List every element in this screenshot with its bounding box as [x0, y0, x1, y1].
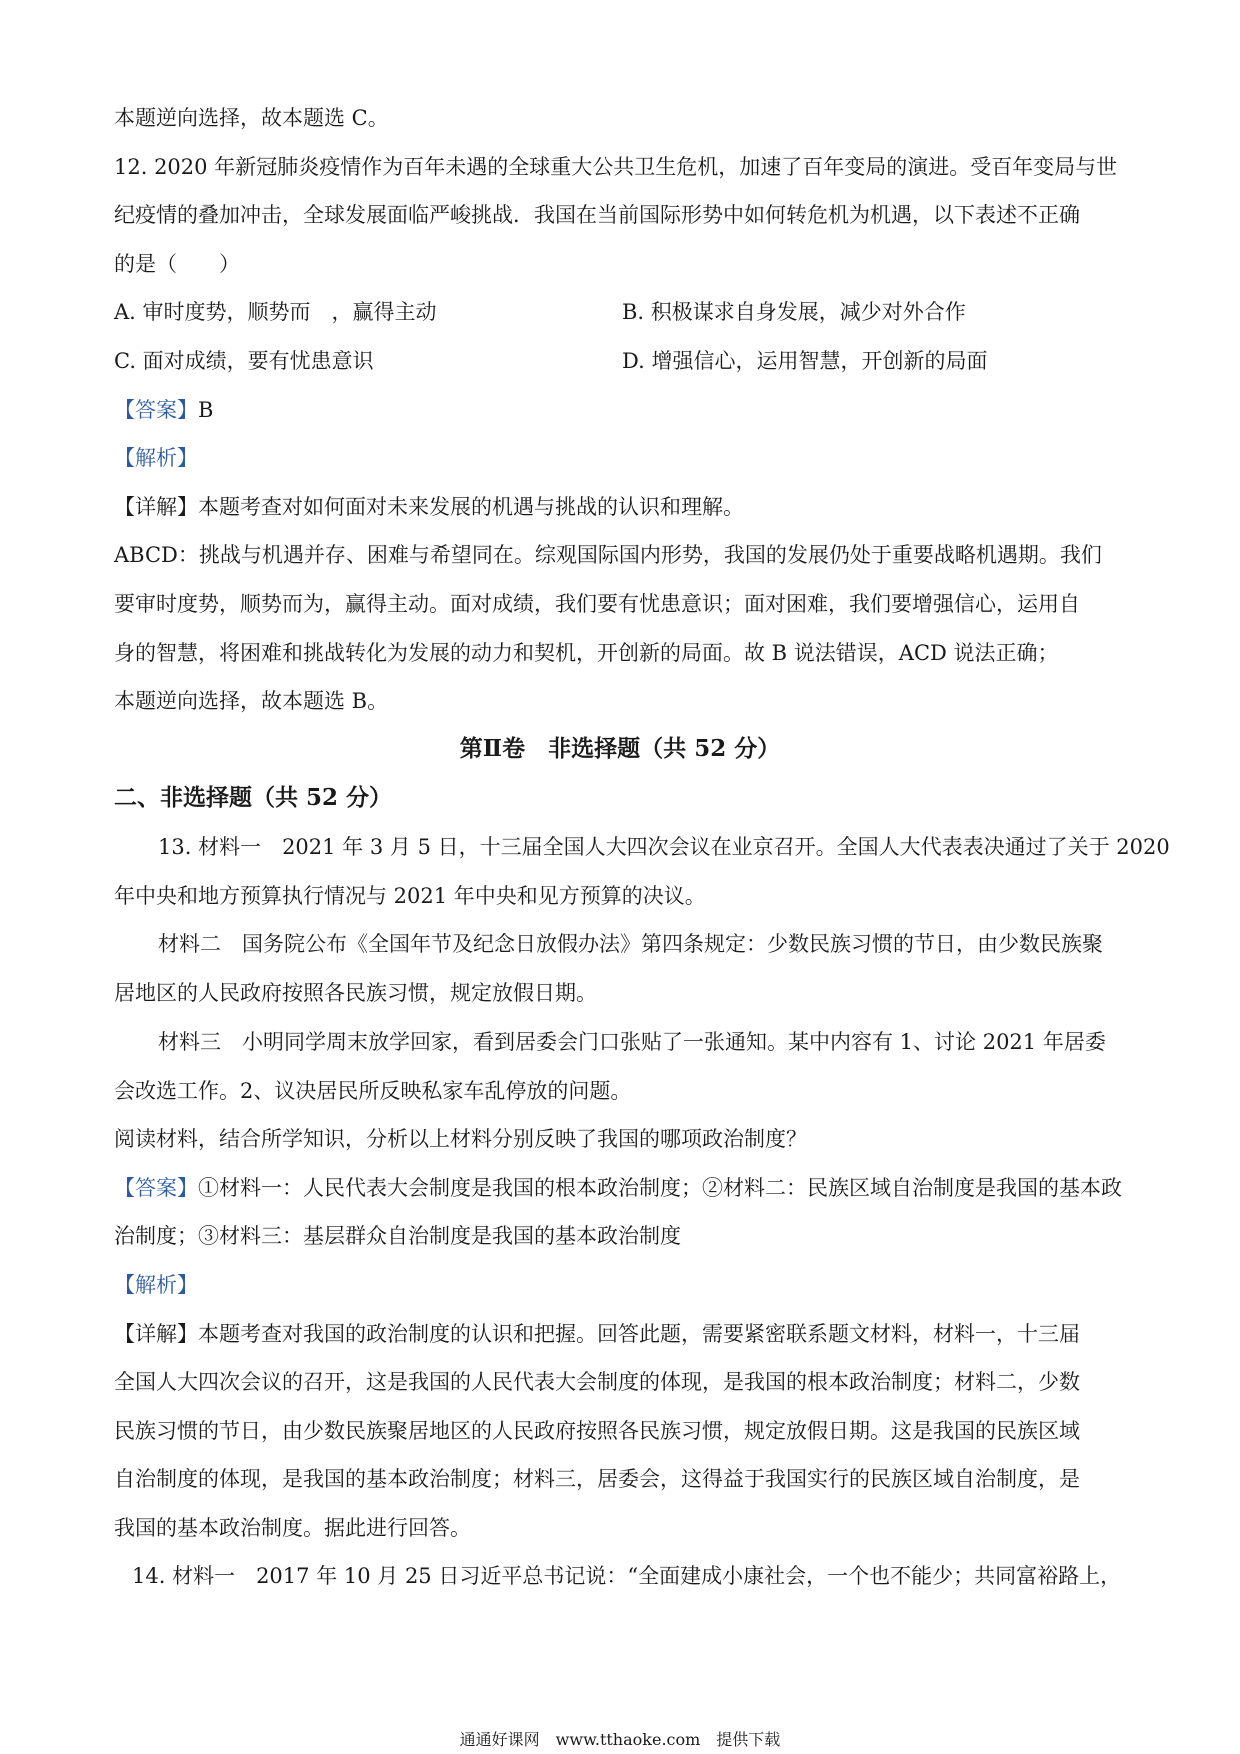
q13-analysis-tag: 【解析】	[114, 1273, 198, 1297]
q12-option-d: D. 增强信心，运用智慧，开创新的局面	[622, 349, 988, 373]
q13-material-line-5: 材料三 小明同学周末放学回家，看到居委会门口张贴了一张通知。某中内容有 1、讨论 2021 年居委	[158, 1030, 1106, 1054]
page-footer: 通通好课网 www.tthaoke.com 提供下载	[459, 1730, 781, 1749]
q13-answer-line-1	[114, 1174, 1134, 1202]
q12-answer	[114, 396, 1134, 424]
prev-conclusion: 本题逆向选择，故本题选 C。	[114, 106, 389, 130]
q12-stem-line-3: 的是（ ）	[114, 252, 240, 276]
q13-detail-line-2: 全国人大四次会议的召开，这是我国的人民代表大会制度的体现，是我国的根本政治制度；材料二，少数	[114, 1370, 1080, 1394]
q12-detail-line-5: 本题逆向选择，故本题选 B。	[114, 689, 389, 713]
section2-title: 二、非选择题（共 52 分）	[114, 784, 393, 811]
q12-option-a: A. 审时度势，顺势而 ，赢得主动	[114, 300, 437, 324]
q13-question: 阅读材料，结合所学知识，分析以上材料分别反映了我国的哪项政治制度？	[114, 1127, 807, 1151]
q12-option-c: C. 面对成绩，要有忧患意识	[114, 349, 374, 373]
q13-material-line-3: 材料二 国务院公布《全国年节及纪念日放假办法》第四条规定：少数民族习惯的节日，由少数民族聚	[158, 932, 1103, 956]
q12-option-b: B. 积极谋求自身发展，减少对外合作	[622, 300, 966, 324]
q13-answer-line-2: 治制度；③材料三：基层群众自治制度是我国的基本政治制度	[114, 1224, 681, 1248]
q12-detail-line-3: 要审时度势，顺势而为，赢得主动。面对成绩，我们要有忧患意识；面对困难，我们要增强信心，运用自	[114, 592, 1080, 616]
q12-detail-line-2: ABCD：挑战与机遇并存、困难与希望同在。综观国际国内形势，我国的发展仍处于重要战略机遇期。我们	[114, 543, 1102, 567]
q14-stem: 14. 材料一 2017 年 10 月 25 日习近平总书记说：“全面建成小康社会，一个也不能少；共同富裕路上，	[132, 1564, 1122, 1588]
answer-tag: 【答案】	[114, 1176, 198, 1200]
answer-text: ①材料一：人民代表大会制度是我国的根本政治制度；②材料二：民族区域自治制度是我国的基本政	[198, 1176, 1122, 1200]
detail-tag: 【详解】	[114, 1322, 198, 1346]
q13-material-line-6: 会改选工作。2、议决居民所反映私家车乱停放的问题。	[114, 1079, 632, 1103]
q12-analysis-tag: 【解析】	[114, 446, 198, 470]
q12-detail-line-1	[114, 493, 1134, 521]
q13-detail-line-3: 民族习惯的节日，由少数民族聚居地区的人民政府按照各民族习惯，规定放假日期。这是我国的民族区域	[114, 1419, 1080, 1443]
q13-material-line-1: 13. 材料一 2021 年 3 月 5 日，十三届全国人大四次会议在业京召开。全国人大代表表决通过了关于 2020	[158, 835, 1170, 859]
q13-detail-line-1	[114, 1320, 1134, 1348]
q12-stem-line-2: 纪疫情的叠加冲击，全球发展面临严峻挑战．我国在当前国际形势中如何转危机为机遇，以下表述不正确	[114, 203, 1080, 227]
answer-value: B	[198, 398, 214, 422]
detail-text: 本题考查对如何面对未来发展的机遇与挑战的认识和理解。	[198, 495, 744, 519]
q13-detail-line-5: 我国的基本政治制度。据此进行回答。	[114, 1516, 471, 1540]
part2-title: 第Ⅱ卷 非选择题（共 52 分）	[459, 735, 781, 762]
answer-tag: 【答案】	[114, 398, 198, 422]
q13-detail-line-4: 自治制度的体现，是我国的基本政治制度；材料三，居委会，这得益于我国实行的民族区域自治制度，是	[114, 1467, 1080, 1491]
q12-detail-line-4: 身的智慧，将困难和挑战转化为发展的动力和契机，开创新的局面。故 B 说法错误，ACD 说法正确；	[114, 641, 1059, 665]
detail-text: 本题考查对我国的政治制度的认识和把握。回答此题，需要紧密联系题文材料，材料一，十三届	[198, 1322, 1080, 1346]
q13-material-line-2: 年中央和地方预算执行情况与 2021 年中央和见方预算的决议。	[114, 884, 706, 908]
q12-stem-line-1: 12. 2020 年新冠肺炎疫情作为百年未遇的全球重大公共卫生危机，加速了百年变局的演进。受百年变局与世	[114, 155, 1118, 179]
detail-tag: 【详解】	[114, 495, 198, 519]
q13-material-line-4: 居地区的人民政府按照各民族习惯，规定放假日期。	[114, 981, 597, 1005]
